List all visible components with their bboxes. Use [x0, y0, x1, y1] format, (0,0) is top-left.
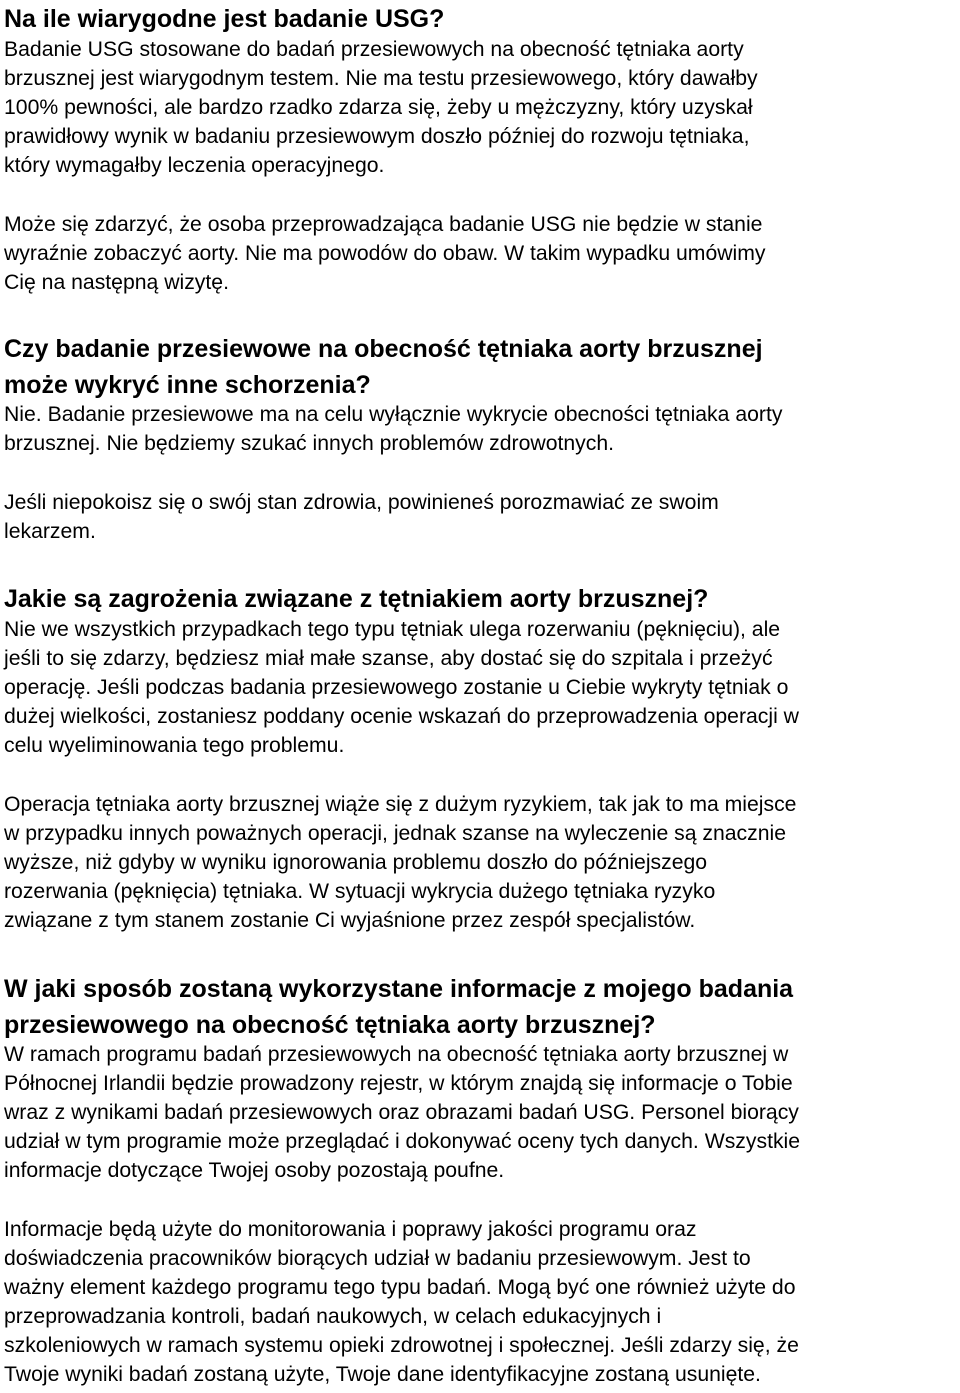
text-line: jeśli to się zdarzy, będziesz miał małe szanse, aby dostać się do szpitala i przeżyć: [4, 647, 773, 670]
text-line: który wymagałby leczenia operacyjnego.: [4, 154, 385, 177]
paragraph: [4, 35, 765, 180]
section-reliability: [4, 2, 765, 297]
heading-line: W jaki sposób zostaną wykorzystane informacje z mojego badania: [4, 975, 794, 1003]
text-line: ważny element każdego programu tego typu badań. Mogą być one również użyte do: [4, 1276, 796, 1299]
paragraph: [4, 1040, 800, 1185]
text-line: Badanie USG stosowane do badań przesiewowych na obecność tętniaka aorty: [4, 38, 744, 61]
text-line: Nie we wszystkich przypadkach tego typu tętniak ulega rozerwaniu (pęknięciu), ale: [4, 618, 781, 641]
text-line: 100% pewności, ale bardzo rzadko zdarza się, żeby u mężczyzny, który uzyskał: [4, 96, 753, 119]
text-line: lekarzem.: [4, 520, 96, 543]
text-line: dużej wielkości, zostaniesz poddany ocenie wskazań do przeprowadzenia operacji w: [4, 705, 799, 728]
heading-line: Na ile wiarygodne jest badanie USG?: [4, 5, 445, 33]
paragraph: [4, 790, 799, 935]
heading-line: przesiewowego na obecność tętniaka aorty brzusznej?: [4, 1011, 656, 1039]
section-heading: [4, 331, 782, 403]
section-data-use: [4, 971, 800, 1389]
heading-line: Jakie są zagrożenia związane z tętniakiem aorty brzusznej?: [4, 585, 709, 613]
text-line: Może się zdarzyć, że osoba przeprowadzająca badanie USG nie będzie w stanie: [4, 213, 763, 236]
paragraph: [4, 615, 799, 760]
text-line: w przypadku innych poważnych operacji, jednak szanse na wyleczenie są znacznie: [4, 822, 787, 845]
text-line: wraz z wynikami badań przesiewowych oraz obrazami badań USG. Personel biorący: [4, 1101, 799, 1124]
text-line: Cię na następną wizytę.: [4, 271, 229, 294]
text-line: brzusznej jest wiarygodnym testem. Nie ma testu przesiewowego, który dawałby: [4, 67, 758, 90]
text-line: operację. Jeśli podczas badania przesiewowego zostanie u Ciebie wykryty tętniak o: [4, 676, 789, 699]
paragraph: [4, 400, 782, 458]
text-line: udział w tym programie może przeglądać i dokonywać oceny tych danych. Wszystkie: [4, 1130, 801, 1153]
paragraph: [4, 488, 782, 546]
heading-line: może wykryć inne schorzenia?: [4, 371, 371, 399]
section-heading: [4, 582, 799, 617]
text-line: Jeśli niepokoisz się o swój stan zdrowia, powinieneś porozmawiać ze swoim: [4, 491, 719, 514]
text-line: Twoje wyniki badań zostaną użyte, Twoje dane identyfikacyjne zostaną usunięte.: [4, 1363, 761, 1386]
text-line: brzusznej. Nie będziemy szukać innych problemów zdrowotnych.: [4, 432, 614, 455]
text-line: W ramach programu badań przesiewowych na obecność tętniaka aorty brzusznej w: [4, 1043, 789, 1066]
paragraph: [4, 1215, 800, 1389]
section-risks: [4, 582, 799, 935]
heading-line: Czy badanie przesiewowe na obecność tętniaka aorty brzusznej: [4, 335, 763, 363]
text-line: wyraźnie zobaczyć aorty. Nie ma powodów do obaw. W takim wypadku umówimy: [4, 242, 766, 265]
paragraph: [4, 210, 765, 297]
text-line: wyższe, niż gdyby w wyniku ignorowania problemu doszło do późniejszego: [4, 851, 708, 874]
section-heading: [4, 2, 765, 37]
text-line: Operacja tętniaka aorty brzusznej wiąże się z dużym ryzykiem, tak jak to ma miejsce: [4, 793, 797, 816]
section-heading: [4, 971, 800, 1043]
text-line: Nie. Badanie przesiewowe ma na celu wyłącznie wykrycie obecności tętniaka aorty: [4, 403, 783, 426]
section-other-conditions: [4, 331, 782, 546]
text-line: Północnej Irlandii będzie prowadzony rejestr, w którym znajdą się informacje o Tobie: [4, 1072, 793, 1095]
text-line: związane z tym stanem zostanie Ci wyjaśnione przez zespół specjalistów.: [4, 909, 696, 932]
text-line: doświadczenia pracowników biorących udział w badaniu przesiewowym. Jest to: [4, 1247, 751, 1270]
text-line: szkoleniowych w ramach systemu opieki zdrowotnej i społecznej. Jeśli zdarzy się, że: [4, 1334, 799, 1357]
text-line: prawidłowy wynik w badaniu przesiewowym doszło później do rozwoju tętniaka,: [4, 125, 750, 148]
text-line: rozerwania (pęknięcia) tętniaka. W sytuacji wykrycia dużego tętniaka ryzyko: [4, 880, 716, 903]
text-line: informacje dotyczące Twojej osoby pozostają poufne.: [4, 1159, 505, 1182]
text-line: przeprowadzania kontroli, badań naukowych, w celach edukacyjnych i: [4, 1305, 662, 1328]
text-line: Informacje będą użyte do monitorowania i poprawy jakości programu oraz: [4, 1218, 697, 1241]
text-line: celu wyeliminowania tego problemu.: [4, 734, 345, 757]
